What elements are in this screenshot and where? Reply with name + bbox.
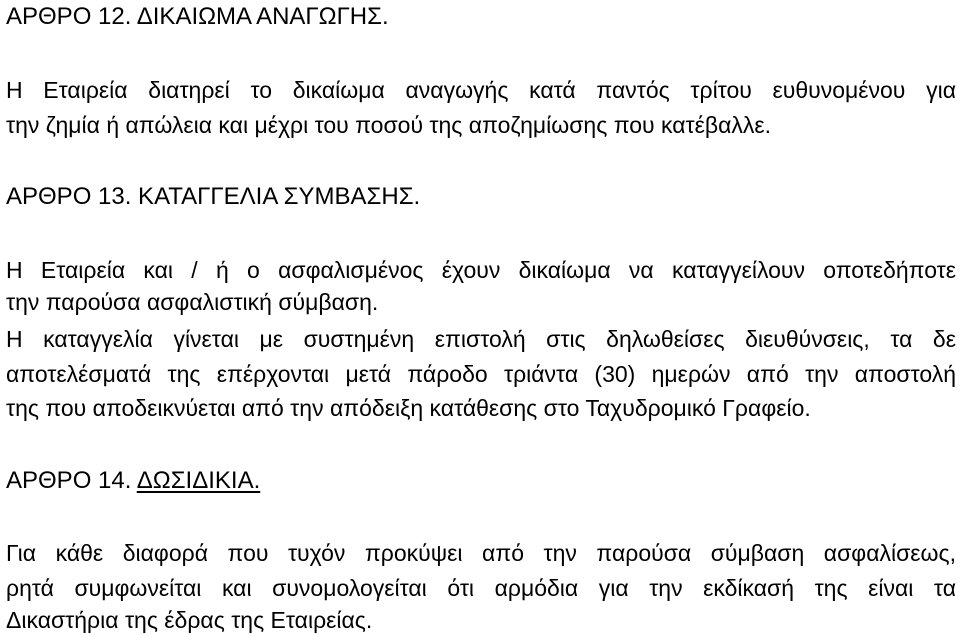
article-13-paragraph-2-line-2: αποτελέσματά της επέρχονται μετά πάροδο τριάντα (30) ημερών από την αποστολή: [6, 361, 956, 387]
article-12-paragraph-line-2: την ζημία ή απώλεια και μέχρι του ποσού της αποζημίωσης που κατέβαλλε.: [6, 112, 772, 138]
article-14-paragraph-line-1: Για κάθε διαφορά που τυχόν προκύψει από την παρούσα σύμβαση ασφαλίσεως,: [6, 540, 956, 566]
article-13-paragraph-1-line-1: Η Εταιρεία και / ή ο ασφαλισμένος έχουν δικαίωμα να καταγγείλουν οποτεδήποτε: [6, 257, 956, 283]
article-12-paragraph-line-1: Η Εταιρεία διατηρεί το δικαίωμα αναγωγής κατά παντός τρίτου ευθυνομένου για: [6, 77, 956, 103]
article-12-heading: ΑΡΘΡΟ 12. ΔΙΚΑΙΩΜΑ ΑΝΑΓΩΓΗΣ.: [6, 3, 389, 30]
article-14-heading: [6, 466, 956, 496]
article-13-heading: ΑΡΘΡΟ 13. ΚΑΤΑΓΓΕΛΙΑ ΣΥΜΒΑΣΗΣ.: [6, 183, 421, 210]
article-13-paragraph-1-line-2: την παρούσα ασφαλιστική σύμβαση.: [6, 289, 379, 315]
article-14-heading-prefix: ΑΡΘΡΟ 14.: [6, 467, 137, 494]
article-13-paragraph-2-line-3: της που αποδεικνύεται από την απόδειξη κατάθεσης στο Ταχυδρομικό Γραφείο.: [6, 395, 811, 421]
article-14-paragraph-line-3: Δικαστήρια της έδρας της Εταιρείας.: [6, 607, 373, 633]
article-14-paragraph-line-2: ρητά συμφωνείται και συνομολογείται ότι αρμόδια για την εκδίκασή της είναι τα: [6, 575, 956, 601]
article-14-heading-title: ΔΩΣΙΔΙΚΙΑ.: [136, 467, 261, 494]
article-13-paragraph-2-line-1: Η καταγγελία γίνεται με συστημένη επιστολή στις δηλωθείσες διευθύνσεις, τα δε: [6, 326, 956, 352]
